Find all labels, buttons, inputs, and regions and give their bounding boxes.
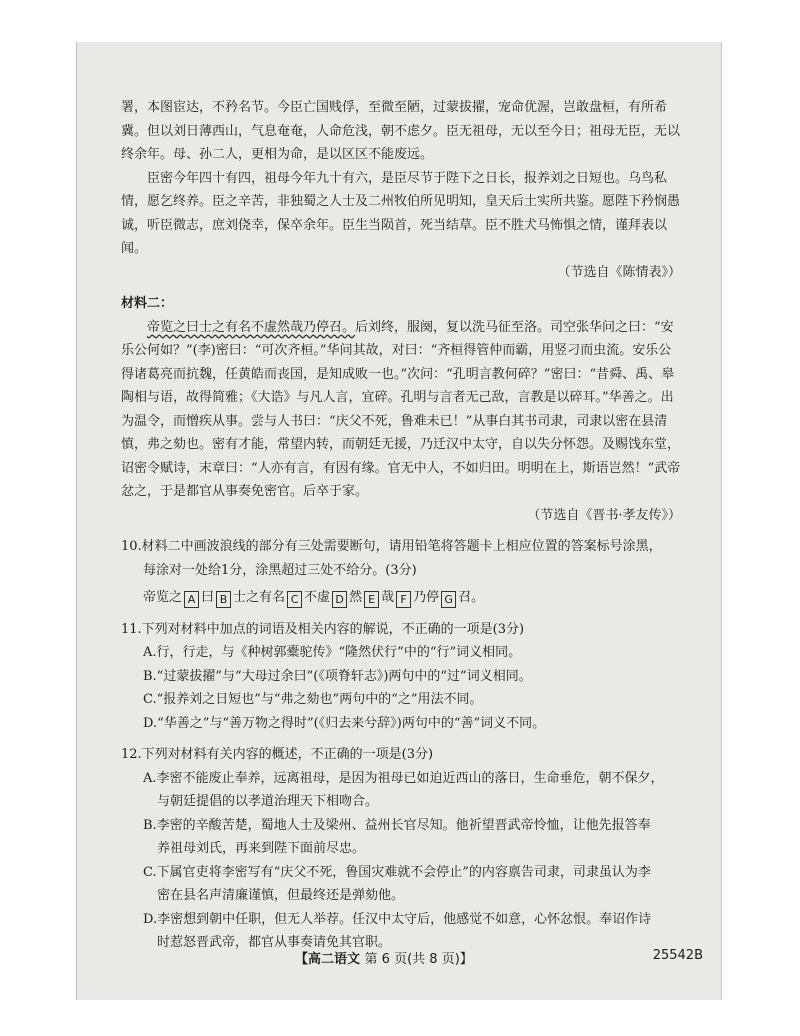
q10-segment: 哉 [381,590,395,605]
material2-text: 后刘终，服阕，复以洗马征至洛。司空张华问之曰：“安乐公何如？”(李)密曰：“可次齐桓。”华问其故，对曰：“齐桓得管仲而霸，用竖刁而虫流。安乐公得诸葛亮而抗魏，任黄皓而丧国，是知成败一也。”次问：“孔明言教何碎？”密曰：“昔舜、禹、皋陶相与语，故得简雅；《大诰》与凡人言，宜碎。孔明与言者无己敌，言教是以碎耳。”华善之。出为温令，而憎疾从事。尝与人书曰：“庆父不死，鲁难未已！”从事白其书司隶，司隶以密在县清慎，弗之劾也。密有才能，常望内转，而朝廷无援，乃迁汉中太守，自以失分怀怨。及赐饯东堂，诏密令赋诗，末章曰：“人亦有言，有因有缘。官无中人，不如归田。明明在上，斯语岂然！”武帝忿之，于是都官从事奏免密官。后卒于家。 [121,319,681,499]
material2-source: （节选自《晋书·孝友传》） [527,507,681,523]
question-12 [121,743,681,955]
q10-stem-continued: 每涂对一处给1分，涂黑超过三处不给分。(3分) [143,562,417,578]
answer-box-f[interactable]: F [396,591,411,608]
q10-stem: 10.材料二中画波浪线的部分有三处需要断句，请用铅笔将答题卡上相应位置的答案标号涂黑， [121,539,662,554]
question-11 [121,618,681,736]
q12-option-b: B.李密的辛酸苦楚，蜀地人士及梁州、益州长官尽知。他祈望晋武帝怜恤，让他先报答奉 [143,817,651,833]
q11-option-a: A.行，行走，与《种树郭橐驼传》“隆然伏行”中的“行”词义相同。 [143,645,522,660]
answer-box-c[interactable]: C [287,591,302,608]
q12-option-d: D.李密想到朝中任职，但无人举荐。任汉中太守后，他感觉不如意，心怀忿恨。奉诏作诗 [143,911,652,927]
q10-segment: 然 [349,590,363,605]
q12-option-a: A.李密不能废止奉养，远离祖母，是因为祖母已如迫近西山的落日，生命垂危，朝不保夕， [143,770,664,786]
q12-option-b-cont: 养祖母刘氏，再来到陛下面前尽忠。 [157,841,366,856]
answer-box-g[interactable]: G [441,591,456,608]
q10-segment: 曰 [201,590,215,605]
material2-paragraph [121,316,681,504]
q10-answer-line [121,586,681,610]
footer-subject-page [295,948,473,967]
q12-option-c: C.下属官吏将李密写有“庆父不死，鲁国灾难就不会停止”的内容禀告司隶，司隶虽认为李 [143,864,651,880]
material1-paragraph-2: 臣密今年四十有四，祖母今年九十有六，是臣尽节于陛下之日长，报养刘之日短也。乌鸟私情，愿乞终养。臣之辛苦，非独蜀之人士及二州牧伯所见明知，皇天后土实所共鉴。愿陛下矜悯愚诚，听臣微志，庶刘侥幸，保卒余年。臣生当陨首，死当结草。臣不胜犬马怖惧之情，谨拜表以闻。 [121,170,681,256]
q10-segment: 召。 [458,590,485,605]
exam-page [76,42,722,1000]
q10-segment: 士之有名 [233,590,286,605]
question-10 [121,535,681,610]
footer-subject: 【高二语文 [295,952,361,967]
material2-heading: 材料二： [121,296,174,311]
q10-segment: 不虚 [304,590,331,605]
answer-box-e[interactable]: E [364,591,379,608]
q12-option-c-cont: 密在县名声清廉谨慎，但最终还是弹劾他。 [157,888,405,903]
q11-option-d: D.“华善之”与“善万物之得时”(《归去来兮辞》)两句中的“善”词义不同。 [143,715,546,731]
q10-segment: 乃停 [413,590,440,605]
answer-box-a[interactable]: A [184,591,199,608]
q12-option-d-cont: 时惹怒晋武帝，都官从事奏请免其官职。 [157,935,392,950]
q11-option-c: C.“报养刘之日短也”与“弗之劾也”两句中的“之”用法不同。 [143,692,483,707]
q11-option-b: B.“过蒙拔擢”与“大母过余曰”(《项脊轩志》)两句中的“过”词义相同。 [143,668,532,684]
footer-page-number: 第 6 页(共 8 页)】 [364,952,473,967]
q12-option-a-cont: 与朝廷提倡的以孝道治理天下相吻合。 [157,794,379,809]
q10-segment: 帝览之 [143,590,183,605]
q11-stem: 11.下列对材料中加点的词语及相关内容的解说，不正确的一项是(3分) [121,621,525,637]
material1-paragraph-1: 署，本图宦达，不矜名节。今臣亡国贱俘，至微至陋，过蒙拔擢，宠命优渥，岂敢盘桓，有所希冀。但以刘日薄西山，气息奄奄，人命危浅，朝不虑夕。臣无祖母，无以至今日；祖母无臣，无以终余年。母、孙二人，更相为命，是以区区不能废远。 [121,100,681,162]
answer-box-b[interactable]: B [216,591,231,608]
material1-source: （节选自《陈情表》） [557,264,681,280]
page-content [121,96,681,955]
answer-box-d[interactable]: D [332,591,347,608]
q12-stem: 12.下列对材料有关内容的概述，不正确的一项是(3分) [121,747,434,762]
footer-exam-code: 25542B [652,948,703,963]
wavy-underlined-sentence: 帝览之曰士之有名不虚然哉乃停召。 [147,319,356,335]
